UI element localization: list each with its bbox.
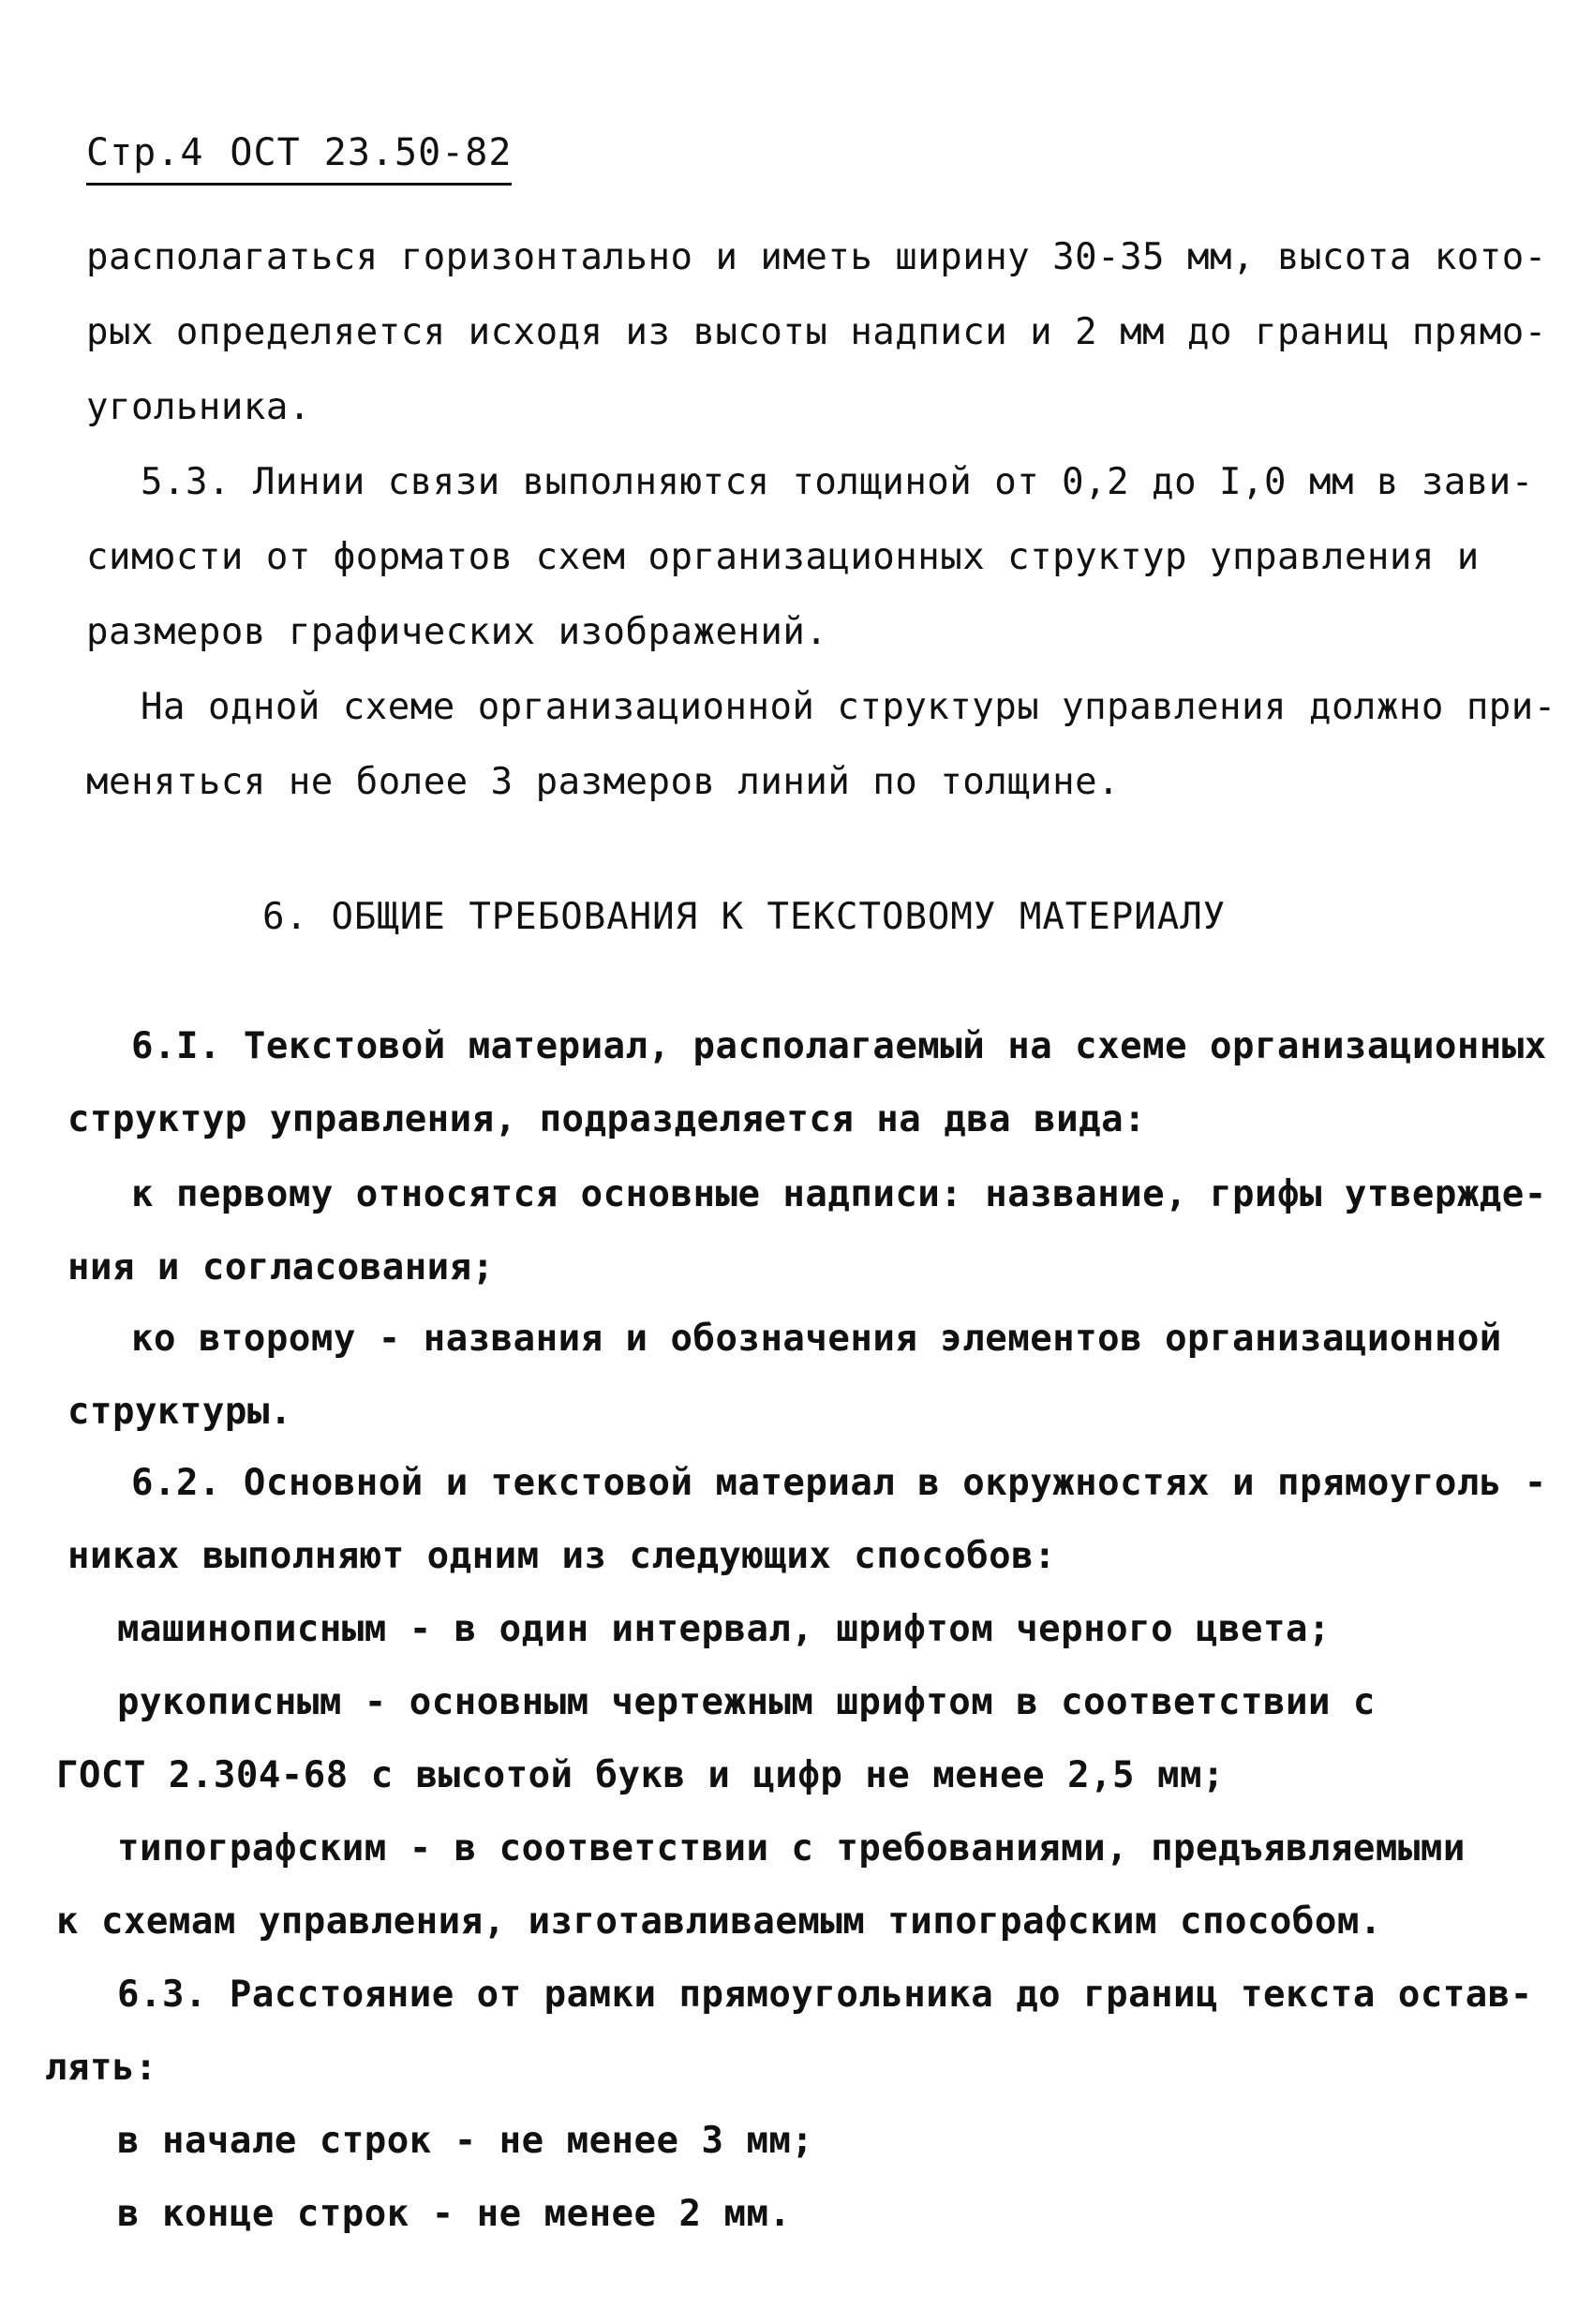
text-line: никах выполняют одним из следующих способов: (67, 1535, 1057, 1577)
text-line: лять: (45, 2047, 157, 2089)
text-line: ния и согласования; (67, 1246, 495, 1289)
text-line: На одной схеме организационной структуры управления должно при- (141, 686, 1556, 728)
standard-designation: ОСТ 23.50-82 (230, 131, 513, 174)
section-heading: 6. ОБЩИЕ ТРЕБОВАНИЯ К ТЕКСТОВОМУ МАТЕРИАЛУ (262, 896, 1227, 938)
text-line: структуры. (67, 1391, 292, 1433)
text-line: в начале строк - не менее 3 мм; (117, 2120, 814, 2162)
text-line: ГОСТ 2.304-68 с высотой букв и цифр не менее 2,5 мм; (56, 1754, 1225, 1796)
text-line: 6.I. Текстовой материал, располагаемый на схеме организационных (131, 1025, 1547, 1067)
text-line: типографским - в соответствии с требованиями, предъявляемыми (117, 1827, 1466, 1870)
text-line: рукописным - основным чертежным шрифтом в соответствии с (117, 1681, 1376, 1723)
text-line: ко второму - названия и обозначения элементов организационной (131, 1318, 1502, 1360)
text-line: 6.3. Расстояние от рамки прямоугольника до границ текста остав- (117, 1974, 1533, 2016)
text-line: 5.3. Линии связи выполняются толщиной от 0,2 до I,0 мм в зави- (141, 461, 1534, 503)
text-line: меняться не более 3 размеров линий по толщине. (86, 761, 1121, 803)
text-line: к первому относятся основные надписи: название, грифы утвержде- (131, 1173, 1547, 1215)
text-line: располагаться горизонтально и иметь ширину 30-35 мм, высота кото- (86, 236, 1547, 278)
text-line: в конце строк - не менее 2 мм. (117, 2193, 792, 2235)
text-line: размеров графических изображений. (86, 611, 828, 653)
text-line: симости от форматов схем организационных структур управления и (86, 536, 1480, 578)
page-header (86, 127, 512, 186)
text-line: угольника. (86, 386, 311, 428)
text-line: машинописным - в один интервал, шрифтом черного цвета; (117, 1608, 1331, 1650)
text-line: 6.2. Основной и текстовой материал в окружностях и прямоуголь - (131, 1462, 1547, 1504)
text-line: к схемам управления, изготавливаемым типографским способом. (56, 1900, 1382, 1943)
text-line: структур управления, подразделяется на два вида: (67, 1098, 1147, 1140)
text-line: рых определяется исходя из высоты надписи и 2 мм до границ прямо- (86, 311, 1547, 353)
page-number-label: Стр.4 (86, 131, 204, 174)
